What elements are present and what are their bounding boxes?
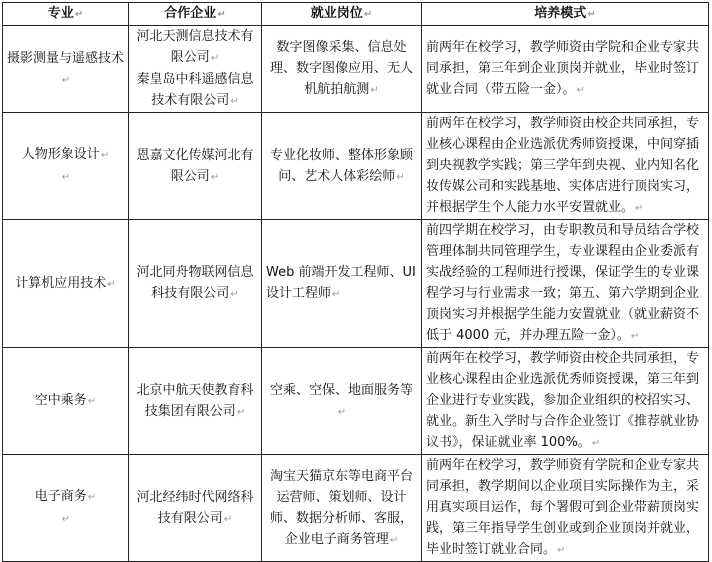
mode-cell: 前两年在校学习，教学师资有学院和企业专家共同承担，教学期间以企业项目实际操作为主，采用真实项目运作，每个署假可到企业带薪顶岗实践，第三年指导学生创业或到企业顶岗并就业，毕业时签订就业合同。 ↵	[426, 458, 699, 557]
header-jobs: 就业岗位 ↵	[262, 3, 422, 26]
mode-cell: 前两年在校学习，教学师资由校企共同承担，专业核心课程由企业选派优秀师资授课，第三年到企业进行专业实践，参加企业组织的校招实习、就业。新生入学时与合作企业签订《推荐就业协议书》，保证就业率 100%。 ↵	[426, 351, 699, 450]
company-cell: 北京中航天使教育科技集团有限公司 ↵	[136, 383, 253, 419]
jobs-cell: Web 前端开发工程师、UI 设计工程师 ↵	[266, 265, 416, 301]
company-cell: 恩嘉文化传媒河北有限公司 ↵	[136, 148, 253, 184]
major-cell: 摄影测量与遥感技术 ↵	[7, 51, 124, 87]
company-cell: 秦皇岛中科遥感信息技术有限公司 ↵	[133, 69, 257, 112]
table-row	[3, 113, 709, 220]
major-cell: 空中乘务 ↵	[35, 393, 96, 408]
header-major: 专业 ↵	[3, 3, 129, 26]
jobs-cell: 专业化妆师、整体形象顾问、艺术人体彩绘师 ↵	[270, 148, 413, 184]
major-cell: 计算机应用技术 ↵	[15, 276, 115, 291]
mode-cell: 前两年在校学习，教学师资由校企共同承担，专业核心课程由企业选派优秀师资授课，中间穿插到央视教学实践；第三学年到央视、业内知名化妆传媒公司和实践基地、实体店进行顶岗实习，并根据学生个人能力水平安置就业。 ↵	[426, 116, 699, 215]
header-company: 合作企业 ↵	[129, 3, 262, 26]
cooperation-table	[2, 2, 709, 562]
jobs-cell: 淘宝天猫京东等电商平台运营师、策划师、设计师、数据分析师、客服，企业电子商务管理 ↵	[270, 469, 413, 547]
table-header-row	[3, 3, 709, 26]
jobs-cell: 数字图像采集、信息处理、数字图像应用、无人机航拍航测 ↵	[270, 40, 413, 97]
mode-cell: 前四学期在校学习，由专职教员和导员结合学校管理体制共同管理学生，专业课程由企业委派有实战经验的工程师进行授课，保证学生的专业课程学习与行业需求一致；第五、第六学期到企业顶岗实习并根据学生能力安置就业（就业薪资不低于 4000 元，并办理五险一金）。 ↵	[426, 223, 699, 343]
company-cell: 河北天测信息技术有限公司 ↵	[133, 26, 257, 69]
table-row	[3, 220, 709, 348]
jobs-cell: 空乘、空保、地面服务等 ↵	[270, 383, 413, 419]
company-cell: 河北同舟物联网信息科技有限公司 ↵	[136, 265, 253, 301]
mode-cell: 前两年在校学习，教学师资由学院和企业专家共同承担，第三年到企业顶岗并就业，毕业时签订就业合同（带五险一金）。 ↵	[426, 40, 699, 97]
table-row	[3, 26, 709, 113]
header-mode: 培养模式 ↵	[422, 3, 709, 26]
major-cell: 电子商务 ↵	[7, 486, 124, 508]
major-cell: 人物形象设计 ↵	[7, 144, 124, 166]
company-cell: 河北经纬时代网络科技有限公司 ↵	[136, 490, 253, 526]
table-row	[3, 455, 709, 562]
table-row	[3, 348, 709, 455]
